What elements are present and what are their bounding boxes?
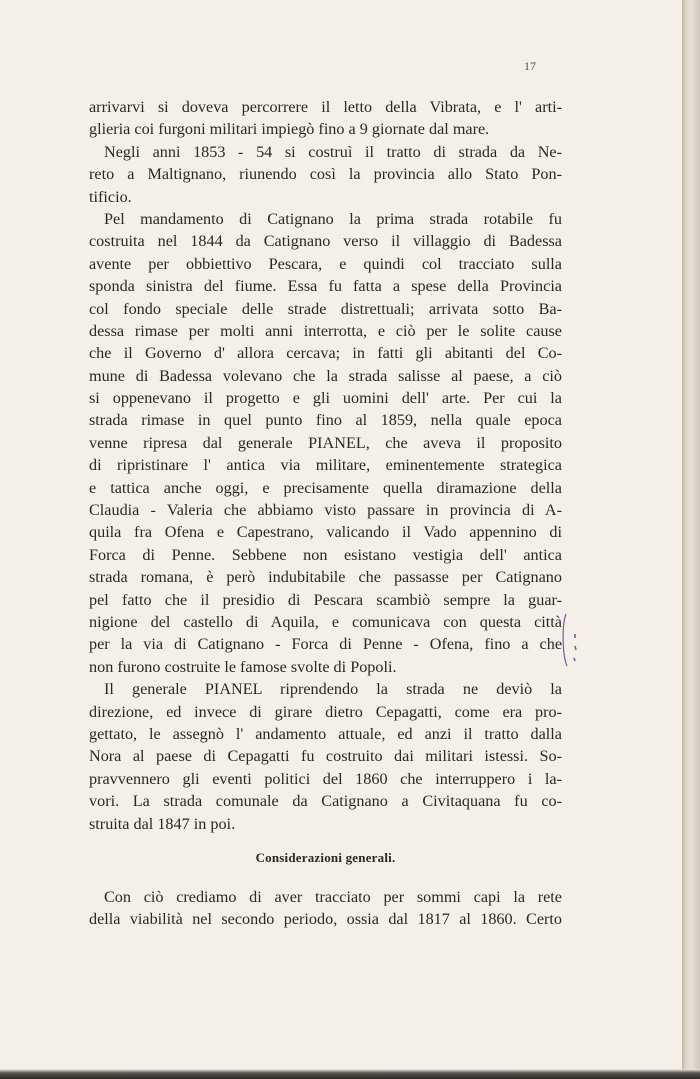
margin-pencil-mark — [560, 610, 580, 670]
text-line: col fondo speciale delle strade distrettuali; arrivata sotto Ba- — [89, 299, 562, 318]
text-line: di ripristinare l' antica via militare, eminentemente strategica — [89, 456, 562, 475]
text-line: per la via di Catignano - Forca di Penne - Ofena, fino a che — [89, 635, 562, 654]
text-line: direzione, ed invece di girare dietro Cepagatti, come era pro- — [89, 702, 562, 721]
text-line: vori. La strada comunale da Catignano a Civitaquana fu co- — [89, 792, 562, 811]
text-line: Con ciò crediamo di aver tracciato per sommi capi la rete — [104, 888, 562, 906]
text-line: pel fatto che il presidio di Pescara scambiò sempre la guar- — [89, 590, 562, 609]
text-line: che il Governo d' allora cercava; in fatti gli abitanti del Co- — [89, 344, 562, 363]
text-line: dessa rimase per molti anni interrotta, e ciò per le solite cause — [89, 321, 562, 340]
text-line: strada romana, è però indubitabile che passasse per Catignano — [89, 568, 562, 587]
text-line: Nora al paese di Cepagatti fu costruito dai militari istessi. So- — [89, 747, 562, 766]
text-line: struita dal 1847 in poi. — [89, 814, 236, 833]
body-text — [89, 96, 562, 835]
text-line: arrivarvi si doveva percorrere il letto della Vibrata, e l' arti- — [89, 98, 562, 116]
text-line: quila fra Ofena e Capestrano, valicando il Vado appennino di — [89, 523, 562, 542]
text-line: costruita nel 1844 da Catignano verso il villaggio di Badessa — [89, 232, 562, 251]
page-edge — [682, 0, 700, 1079]
text-line: strada rimase in quel punto fino al 1859, nella quale epoca — [89, 411, 562, 430]
text-line: Forca di Penne. Sebbene non esistano vestigia dell' antica — [89, 545, 562, 564]
text-line: avente per obbiettivo Pescara, e quindi col tracciato sulla — [89, 254, 562, 273]
text-line: gettato, le assegnò l' andamento attuale, ed anzi il tratto dalla — [89, 724, 562, 743]
text-line: Negli anni 1853 - 54 si costruì il tratto di strada da Ne- — [104, 142, 562, 161]
text-line: venne ripresa dal generale PIANEL, che aveva il proposito — [89, 433, 562, 452]
text-line: Pel mandamento di Catignano la prima strada rotabile fu — [104, 209, 562, 228]
section-heading: Considerazioni generali. — [255, 850, 396, 865]
closing-text — [89, 886, 562, 931]
page-bottom-edge — [0, 1069, 700, 1079]
text-line: non furono costruite le famose svolte di Popoli. — [89, 657, 397, 676]
page-number: 17 — [524, 59, 536, 73]
text-line: Claudia - Valeria che abbiamo visto passare in provincia di A- — [89, 501, 562, 520]
text-line: si oppenevano il progetto e gli uomini dell' arte. Per cui la — [89, 389, 562, 408]
text-line: sponda sinistra del fiume. Essa fu fatta a spese della Provincia — [89, 277, 562, 296]
text-line: della viabilità nel secondo periodo, ossia dal 1817 al 1860. Certo — [89, 910, 562, 929]
text-line: reto a Maltignano, riunendo così la provincia allo Stato Pon- — [89, 165, 562, 184]
text-line: Il generale PIANEL riprendendo la strada ne deviò la — [104, 680, 562, 699]
text-line: pravvennero gli eventi politici del 1860 che interruppero i la- — [89, 769, 562, 788]
text-line: mune di Badessa volevano che la strada salisse al paese, a ciò — [89, 366, 562, 385]
text-line: e tattica anche oggi, e precisamente quella diramazione della — [89, 478, 562, 497]
text-line: nigione del castello di Aquila, e comunicava con questa città — [89, 612, 562, 631]
text-line: tificio. — [89, 187, 132, 206]
text-line: glieria coi furgoni militari impiegò fino a 9 giornate dal mare. — [89, 120, 490, 139]
